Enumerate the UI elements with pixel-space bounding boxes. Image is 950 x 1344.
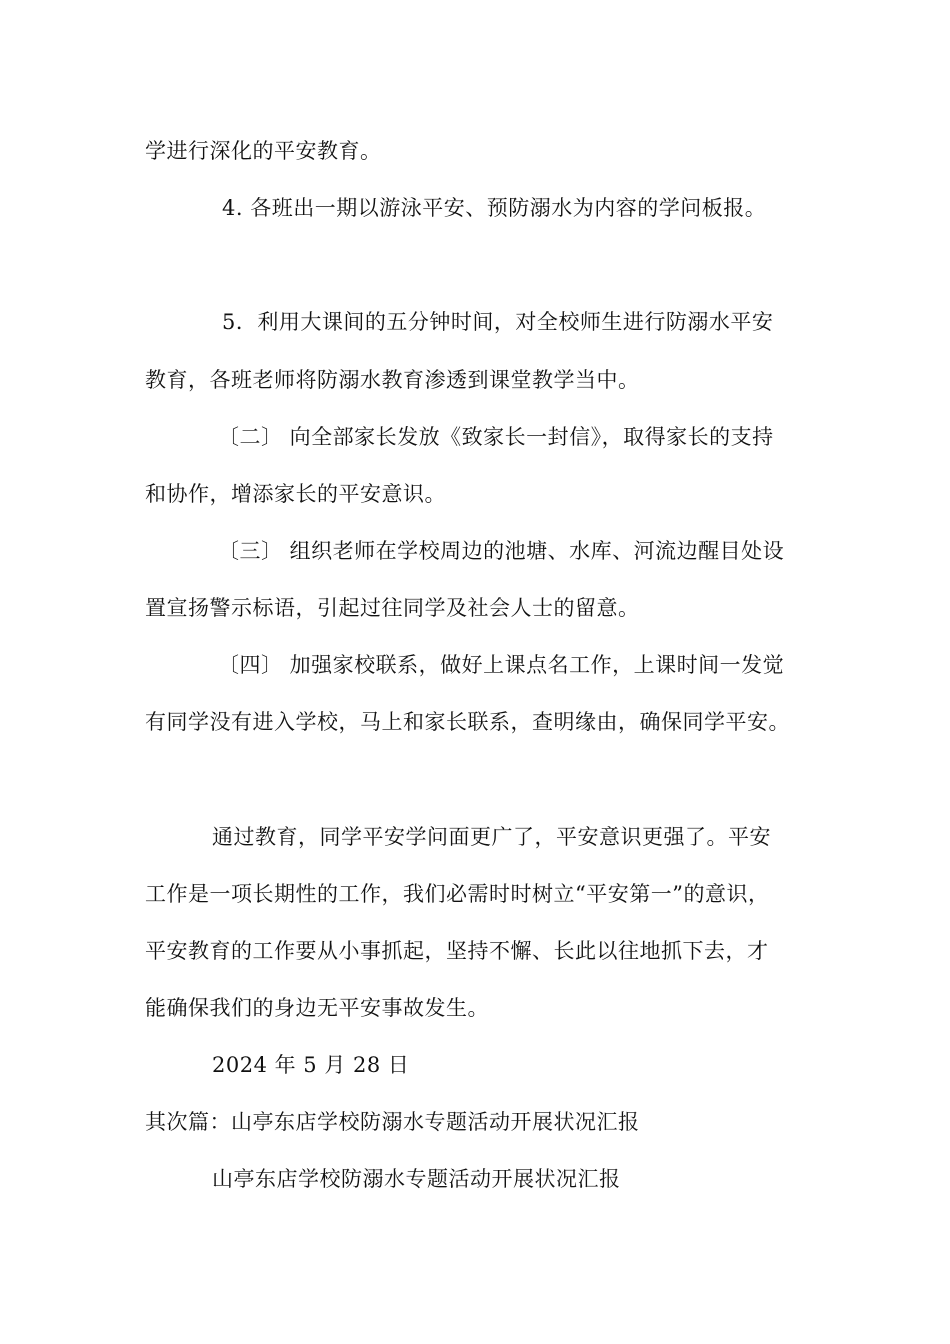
summary-line1: 通过教育，同学平安学问面更广了，平安意识更强了。平安 (212, 825, 771, 849)
second-article-heading: 其次篇：山亭东店学校防溺水专题活动开展状况汇报 (145, 1110, 640, 1134)
date-line: 2024 年 5 月 28 日 (212, 1053, 410, 1077)
section-three-line1: 〔三〕 组织老师在学校周边的池塘、水库、河流边醒目处设 (218, 539, 785, 563)
section-three-line2: 置宣扬警示标语，引起过往同学及社会人士的留意。 (145, 596, 640, 620)
paragraph-line: 学进行深化的平安教育。 (145, 139, 382, 163)
report-title: 山亭东店学校防溺水专题活动开展状况汇报 (212, 1167, 621, 1191)
list-item-5-line2: 教育，各班老师将防溺水教育渗透到课堂教学当中。 (145, 368, 640, 392)
section-four-line2: 有同学没有进入学校，马上和家长联系，查明缘由，确保同学平安。 (145, 710, 790, 734)
section-two-line1: 〔二〕 向全部家长发放《致家长一封信》，取得家长的支持 (218, 425, 774, 449)
list-item-5-line1: 5．利用大课间的五分钟时间，对全校师生进行防溺水平安 (222, 310, 774, 334)
summary-line3: 平安教育的工作要从小事抓起，坚持不懈、长此以往地抓下去，才 (145, 939, 769, 963)
list-item-4: 4. 各班出一期以游泳平安、预防溺水为内容的学问板报。 (222, 196, 767, 220)
summary-line2: 工作是一项长期性的工作，我们必需时时树立“平安第一”的意识， (145, 882, 770, 906)
summary-line4: 能确保我们的身边无平安事故发生。 (145, 996, 489, 1020)
section-four-line1: 〔四〕 加强家校联系，做好上课点名工作，上课时间一发觉 (218, 653, 785, 677)
section-two-line2: 和协作，增添家长的平安意识。 (145, 482, 446, 506)
